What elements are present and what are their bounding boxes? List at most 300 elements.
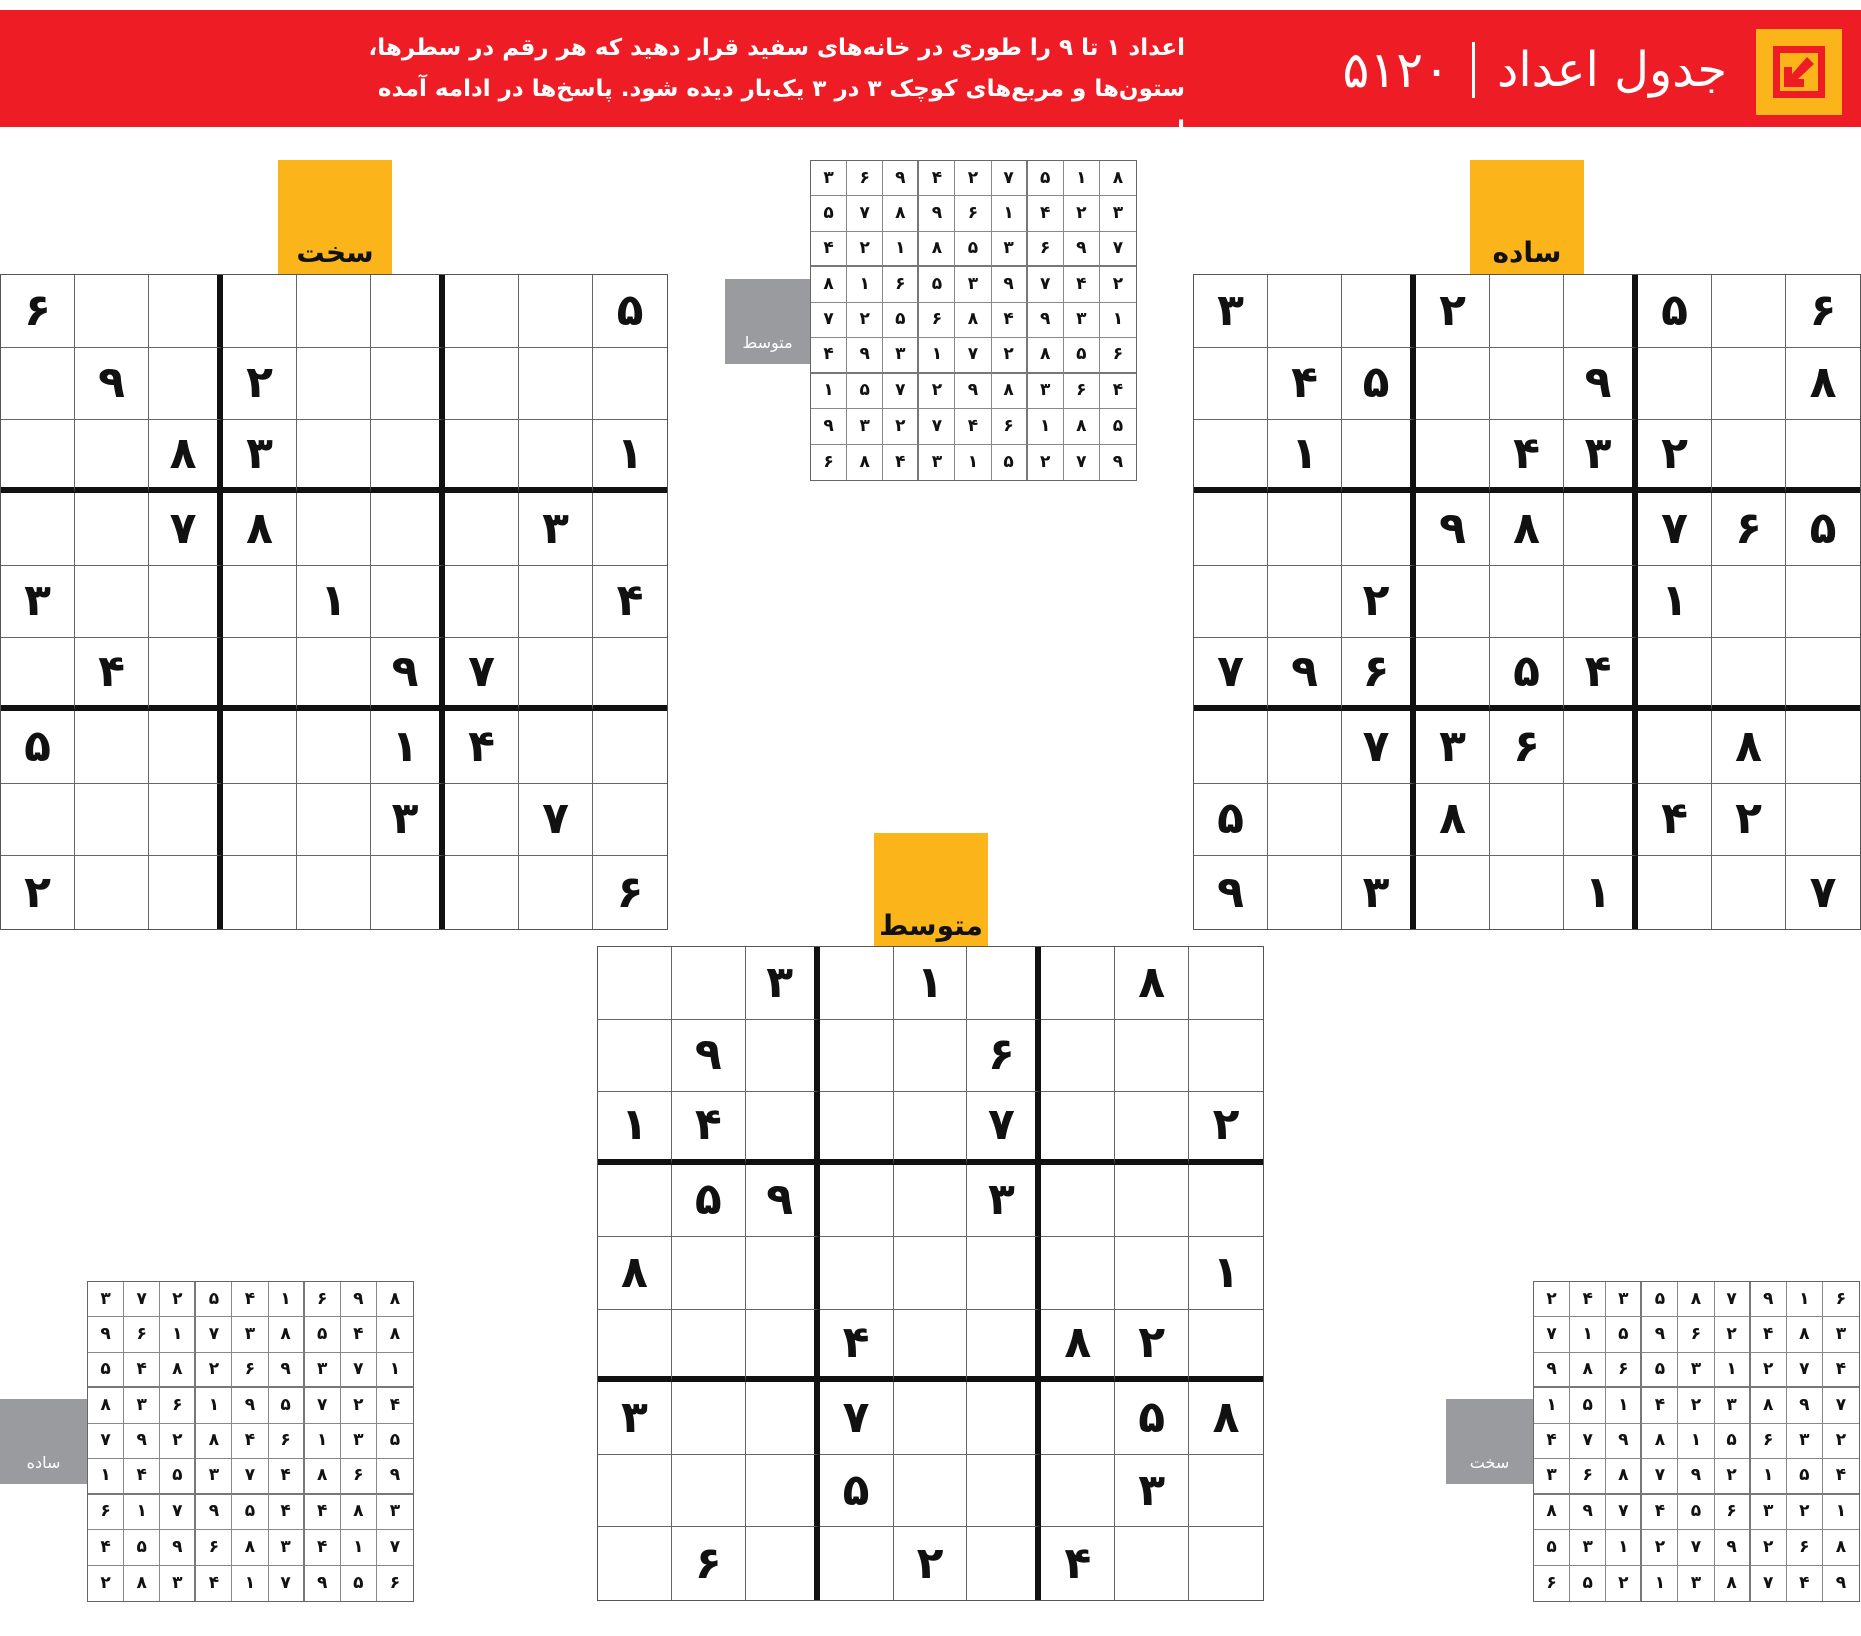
answer-medium-cell: ۶	[847, 161, 883, 196]
hard-puzzle-cell[interactable]	[75, 711, 149, 784]
medium-puzzle-cell[interactable]	[672, 1237, 746, 1310]
hard-puzzle-cell[interactable]: ۲	[1, 856, 75, 929]
medium-puzzle-cell[interactable]: ۷	[820, 1382, 894, 1455]
hard-puzzle-cell[interactable]: ۸	[223, 493, 297, 566]
hard-puzzle-cell[interactable]	[519, 856, 593, 929]
hard-puzzle-cell[interactable]	[149, 856, 223, 929]
easy-puzzle-cell[interactable]	[1194, 566, 1268, 639]
hard-puzzle-cell[interactable]: ۱	[593, 420, 667, 493]
easy-puzzle-cell[interactable]	[1712, 348, 1786, 421]
hard-puzzle-cell[interactable]: ۱	[297, 566, 371, 639]
answer-hard-cell: ۷	[1534, 1317, 1570, 1352]
medium-puzzle-cell[interactable]: ۸	[598, 1237, 672, 1310]
hard-puzzle-cell[interactable]	[297, 784, 371, 857]
hard-puzzle-cell[interactable]	[75, 420, 149, 493]
hard-puzzle-cell[interactable]	[149, 784, 223, 857]
answer-easy-cell: ۹	[269, 1353, 305, 1388]
hard-puzzle-cell[interactable]: ۴	[445, 711, 519, 784]
medium-puzzle-cell[interactable]	[894, 1165, 968, 1238]
medium-puzzle-cell[interactable]	[967, 1455, 1041, 1528]
medium-puzzle-cell[interactable]: ۱	[1189, 1237, 1263, 1310]
hard-puzzle-cell[interactable]: ۶	[1, 275, 75, 348]
hard-puzzle-cell[interactable]	[297, 856, 371, 929]
medium-puzzle-cell[interactable]: ۵	[820, 1455, 894, 1528]
hard-puzzle-cell[interactable]	[223, 711, 297, 784]
easy-puzzle-cell[interactable]: ۸	[1712, 711, 1786, 784]
easy-puzzle-cell[interactable]	[1268, 566, 1342, 639]
hard-puzzle-cell[interactable]	[593, 711, 667, 784]
easy-puzzle-cell[interactable]	[1194, 420, 1268, 493]
medium-puzzle-cell[interactable]	[1115, 1527, 1189, 1600]
medium-puzzle-cell[interactable]	[598, 947, 672, 1020]
easy-puzzle-cell[interactable]	[1490, 275, 1564, 348]
medium-puzzle-cell[interactable]	[598, 1165, 672, 1238]
hard-puzzle-cell[interactable]	[445, 784, 519, 857]
medium-puzzle-cell[interactable]	[1115, 1020, 1189, 1093]
easy-puzzle-cell[interactable]: ۷	[1194, 638, 1268, 711]
hard-puzzle-cell[interactable]: ۷	[149, 493, 223, 566]
easy-puzzle-cell[interactable]	[1268, 856, 1342, 929]
hard-puzzle-cell[interactable]: ۳	[519, 493, 593, 566]
medium-puzzle-cell[interactable]	[1041, 1382, 1115, 1455]
medium-puzzle-cell[interactable]: ۸	[1041, 1310, 1115, 1383]
easy-puzzle-cell[interactable]	[1564, 566, 1638, 639]
answer-hard-cell: ۹	[1606, 1424, 1642, 1459]
hard-puzzle-cell[interactable]	[297, 275, 371, 348]
easy-puzzle-cell[interactable]: ۴	[1638, 784, 1712, 857]
medium-puzzle-cell[interactable]	[1041, 1092, 1115, 1165]
medium-puzzle-cell[interactable]	[746, 1455, 820, 1528]
easy-label: ساده	[1492, 236, 1562, 269]
easy-puzzle-cell[interactable]: ۳	[1564, 420, 1638, 493]
easy-puzzle-cell[interactable]	[1712, 275, 1786, 348]
medium-puzzle-cell[interactable]: ۴	[672, 1092, 746, 1165]
answer-easy-label: ساده	[26, 1453, 61, 1472]
medium-puzzle-cell[interactable]: ۷	[967, 1092, 1041, 1165]
easy-puzzle-cell[interactable]: ۴	[1268, 348, 1342, 421]
easy-puzzle-grid	[1193, 274, 1861, 930]
medium-puzzle-cell[interactable]	[598, 1527, 672, 1600]
easy-puzzle-cell[interactable]: ۱	[1564, 856, 1638, 929]
answer-easy-cell: ۷	[341, 1353, 377, 1388]
medium-puzzle-cell[interactable]: ۵	[672, 1165, 746, 1238]
easy-puzzle-cell[interactable]: ۷	[1809, 866, 1837, 918]
answer-medium-cell: ۲	[1100, 267, 1136, 302]
easy-puzzle-cell[interactable]	[1416, 856, 1490, 929]
easy-puzzle-cell[interactable]	[1786, 566, 1860, 639]
hard-puzzle-cell[interactable]	[445, 493, 519, 566]
easy-puzzle-cell[interactable]: ۸	[1416, 784, 1490, 857]
easy-puzzle-cell[interactable]: ۶	[1490, 711, 1564, 784]
answer-medium-cell: ۴	[992, 303, 1028, 338]
hard-puzzle-cell[interactable]	[1, 784, 75, 857]
easy-puzzle-cell[interactable]: ۹	[1564, 348, 1638, 421]
answer-easy-cell: ۷	[377, 1530, 413, 1565]
answer-easy-cell: ۶	[389, 1572, 401, 1593]
easy-puzzle-cell[interactable]	[1786, 784, 1860, 857]
medium-puzzle-cell[interactable]	[1189, 1527, 1263, 1600]
hard-puzzle-cell[interactable]: ۴	[593, 566, 667, 639]
hard-puzzle-cell[interactable]: ۳	[1, 566, 75, 639]
medium-puzzle-cell[interactable]	[672, 1310, 746, 1383]
easy-puzzle-cell[interactable]	[1490, 784, 1564, 857]
medium-puzzle-cell[interactable]	[894, 1382, 968, 1455]
medium-puzzle-cell[interactable]	[820, 1237, 894, 1310]
medium-puzzle-cell[interactable]	[746, 1092, 820, 1165]
easy-puzzle-cell[interactable]: ۳	[1416, 711, 1490, 784]
medium-puzzle-cell[interactable]: ۴	[1041, 1527, 1115, 1600]
medium-puzzle-cell[interactable]	[1189, 1165, 1263, 1238]
answer-medium-cell: ۹	[811, 409, 847, 444]
answer-medium-cell: ۹	[883, 161, 919, 196]
hard-puzzle-cell[interactable]: ۳	[223, 420, 297, 493]
hard-puzzle-cell[interactable]	[297, 493, 371, 566]
medium-puzzle-cell[interactable]	[967, 947, 1041, 1020]
hard-puzzle-cell[interactable]: ۷	[519, 784, 593, 857]
easy-puzzle-cell[interactable]	[1194, 493, 1268, 566]
easy-puzzle-cell[interactable]: ۳	[1194, 275, 1268, 348]
hard-puzzle-cell[interactable]	[519, 566, 593, 639]
answer-medium-cell: ۵	[811, 196, 847, 231]
easy-puzzle-cell[interactable]: ۴	[1490, 420, 1564, 493]
title-text: جدول اعداد	[1496, 42, 1727, 98]
medium-puzzle-cell[interactable]	[746, 1527, 820, 1600]
answer-medium-cell: ۹	[847, 338, 883, 373]
easy-puzzle-cell[interactable]: ۸	[1490, 493, 1564, 566]
easy-puzzle-cell[interactable]: ۵	[1786, 493, 1860, 566]
easy-puzzle-cell[interactable]	[1490, 856, 1564, 929]
easy-puzzle-cell[interactable]	[1194, 711, 1268, 784]
hard-puzzle-cell[interactable]	[371, 493, 445, 566]
easy-puzzle-cell[interactable]: ۶	[1712, 493, 1786, 566]
medium-puzzle-cell[interactable]	[1189, 947, 1263, 1020]
answer-hard-cell: ۶	[1570, 1459, 1606, 1494]
answer-hard-cell: ۱	[1534, 1388, 1570, 1423]
easy-puzzle-cell[interactable]: ۹	[1194, 856, 1268, 929]
hard-puzzle-cell[interactable]	[371, 348, 445, 421]
hard-puzzle-cell[interactable]: ۴	[75, 638, 149, 711]
answer-easy-cell: ۵	[269, 1388, 305, 1423]
easy-puzzle-cell[interactable]	[1490, 566, 1564, 639]
easy-puzzle-cell[interactable]	[1342, 493, 1416, 566]
hard-puzzle-cell[interactable]	[519, 275, 593, 348]
easy-puzzle-cell[interactable]	[1712, 856, 1786, 929]
medium-puzzle-cell[interactable]	[672, 947, 746, 1020]
answer-easy-cell: ۴	[269, 1495, 305, 1530]
hard-puzzle-cell[interactable]	[75, 856, 149, 929]
hard-puzzle-cell[interactable]: ۸	[149, 420, 223, 493]
medium-puzzle-cell[interactable]: ۹	[672, 1020, 746, 1093]
easy-puzzle-cell[interactable]	[1712, 420, 1786, 493]
hard-puzzle-cell[interactable]: ۶	[616, 866, 644, 918]
easy-puzzle-cell[interactable]	[1268, 493, 1342, 566]
easy-puzzle-cell[interactable]: ۶	[1786, 275, 1860, 348]
easy-puzzle-cell[interactable]: ۹	[1268, 638, 1342, 711]
medium-puzzle-cell[interactable]	[672, 1382, 746, 1455]
hard-puzzle-cell[interactable]	[297, 420, 371, 493]
medium-puzzle-cell[interactable]: ۱	[598, 1092, 672, 1165]
medium-puzzle-cell[interactable]	[894, 1237, 968, 1310]
answer-hard-cell: ۶	[1606, 1353, 1642, 1388]
medium-puzzle-cell[interactable]	[1041, 1237, 1115, 1310]
medium-puzzle-cell[interactable]	[820, 947, 894, 1020]
easy-puzzle-cell[interactable]	[1564, 711, 1638, 784]
hard-puzzle-cell[interactable]	[519, 711, 593, 784]
hard-puzzle-cell[interactable]	[445, 856, 519, 929]
medium-puzzle-cell[interactable]	[746, 1237, 820, 1310]
medium-puzzle-cell[interactable]	[820, 1092, 894, 1165]
hard-puzzle-cell[interactable]	[593, 493, 667, 566]
hard-puzzle-cell[interactable]	[519, 638, 593, 711]
medium-puzzle-cell[interactable]	[967, 1527, 1041, 1600]
easy-puzzle-cell[interactable]: ۸	[1786, 348, 1860, 421]
medium-puzzle-cell[interactable]: ۳	[746, 947, 820, 1020]
medium-puzzle-cell[interactable]	[1115, 1165, 1189, 1238]
medium-puzzle-cell[interactable]: ۸	[1115, 947, 1189, 1020]
medium-puzzle-cell[interactable]: ۲	[894, 1527, 968, 1600]
hard-puzzle-cell[interactable]	[445, 348, 519, 421]
answer-hard-cell: ۳	[1534, 1459, 1570, 1494]
easy-puzzle-cell[interactable]	[1712, 638, 1786, 711]
hard-puzzle-cell[interactable]	[1, 420, 75, 493]
hard-puzzle-cell[interactable]	[223, 784, 297, 857]
hard-puzzle-cell[interactable]	[371, 856, 445, 929]
hard-puzzle-cell[interactable]	[445, 420, 519, 493]
medium-puzzle-cell[interactable]: ۵	[1115, 1382, 1189, 1455]
easy-puzzle-cell[interactable]	[1416, 566, 1490, 639]
answer-hard-cell: ۸	[1606, 1459, 1642, 1494]
easy-puzzle-cell[interactable]	[1786, 420, 1860, 493]
medium-puzzle-cell[interactable]	[894, 1455, 968, 1528]
medium-puzzle-cell[interactable]: ۸	[1189, 1382, 1263, 1455]
answer-medium-cell: ۴	[919, 161, 955, 196]
hard-puzzle-cell[interactable]	[149, 711, 223, 784]
answer-easy-cell: ۲	[88, 1566, 124, 1601]
medium-puzzle-cell[interactable]: ۹	[746, 1165, 820, 1238]
medium-puzzle-cell[interactable]	[894, 1020, 968, 1093]
answer-medium-cell: ۹	[919, 196, 955, 231]
medium-puzzle-cell[interactable]	[1041, 1165, 1115, 1238]
hard-puzzle-cell[interactable]: ۷	[445, 638, 519, 711]
medium-puzzle-cell[interactable]	[1115, 1092, 1189, 1165]
answer-easy-cell: ۱	[232, 1566, 268, 1601]
medium-puzzle-cell[interactable]: ۲	[1115, 1310, 1189, 1383]
medium-puzzle-cell[interactable]: ۳	[1115, 1455, 1189, 1528]
medium-puzzle-cell[interactable]: ۴	[820, 1310, 894, 1383]
easy-puzzle-cell[interactable]: ۲	[1638, 420, 1712, 493]
answer-easy-cell: ۸	[377, 1317, 413, 1352]
medium-label: متوسط	[879, 909, 983, 942]
answer-medium-cell: ۸	[919, 232, 955, 267]
answer-medium-cell: ۱	[883, 232, 919, 267]
hard-puzzle-cell[interactable]	[1, 638, 75, 711]
hard-puzzle-cell[interactable]	[371, 566, 445, 639]
easy-puzzle-cell[interactable]: ۱	[1638, 566, 1712, 639]
answer-medium-cell: ۲	[1064, 196, 1100, 231]
easy-puzzle-cell[interactable]: ۷	[1638, 493, 1712, 566]
medium-puzzle-cell[interactable]: ۶	[967, 1020, 1041, 1093]
hard-puzzle-cell[interactable]	[297, 711, 371, 784]
answer-easy-cell: ۶	[341, 1459, 377, 1494]
hard-puzzle-cell[interactable]: ۹	[371, 638, 445, 711]
hard-puzzle-cell[interactable]	[371, 275, 445, 348]
medium-puzzle-cell[interactable]	[967, 1310, 1041, 1383]
easy-puzzle-cell[interactable]: ۵	[1194, 784, 1268, 857]
hard-puzzle-cell[interactable]	[75, 566, 149, 639]
easy-puzzle-cell[interactable]	[1194, 348, 1268, 421]
answer-medium-grid	[810, 160, 1137, 481]
answer-hard-cell: ۳	[1823, 1317, 1859, 1352]
hard-puzzle-cell[interactable]: ۵	[593, 275, 667, 348]
easy-puzzle-cell[interactable]	[1416, 348, 1490, 421]
answer-hard-cell: ۸	[1642, 1424, 1678, 1459]
easy-puzzle-cell[interactable]: ۲	[1712, 784, 1786, 857]
hard-puzzle-cell[interactable]	[1, 348, 75, 421]
medium-puzzle-cell[interactable]	[1041, 1455, 1115, 1528]
hard-puzzle-cell[interactable]	[297, 638, 371, 711]
easy-puzzle-cell[interactable]	[1564, 784, 1638, 857]
easy-puzzle-cell[interactable]	[1786, 638, 1860, 711]
hard-puzzle-cell[interactable]	[593, 638, 667, 711]
answer-medium-cell: ۱	[847, 267, 883, 302]
easy-puzzle-cell[interactable]	[1564, 275, 1638, 348]
medium-puzzle-cell[interactable]: ۶	[672, 1527, 746, 1600]
answer-easy-cell: ۶	[269, 1424, 305, 1459]
hard-puzzle-cell[interactable]	[519, 420, 593, 493]
hard-puzzle-cell[interactable]	[519, 348, 593, 421]
answer-hard-cell: ۷	[1787, 1353, 1823, 1388]
hard-puzzle-cell[interactable]	[75, 784, 149, 857]
easy-puzzle-cell[interactable]: ۱	[1268, 420, 1342, 493]
easy-puzzle-cell[interactable]: ۹	[1416, 493, 1490, 566]
medium-puzzle-cell[interactable]	[598, 1455, 672, 1528]
easy-puzzle-cell[interactable]	[1342, 784, 1416, 857]
medium-puzzle-cell[interactable]	[820, 1527, 894, 1600]
medium-puzzle-cell[interactable]	[1189, 1310, 1263, 1383]
easy-puzzle-cell[interactable]: ۵	[1490, 638, 1564, 711]
hard-puzzle-cell[interactable]	[149, 638, 223, 711]
easy-puzzle-cell[interactable]: ۶	[1342, 638, 1416, 711]
hard-puzzle-cell[interactable]	[75, 493, 149, 566]
easy-puzzle-cell[interactable]	[1638, 711, 1712, 784]
easy-puzzle-cell[interactable]	[1268, 275, 1342, 348]
hard-puzzle-cell[interactable]	[149, 566, 223, 639]
hard-puzzle-cell[interactable]	[297, 348, 371, 421]
medium-puzzle-cell[interactable]	[1041, 1020, 1115, 1093]
medium-puzzle-cell[interactable]: ۱	[894, 947, 968, 1020]
answer-medium-cell: ۸	[1028, 338, 1064, 373]
easy-puzzle-cell[interactable]: ۲	[1416, 275, 1490, 348]
medium-puzzle-cell[interactable]	[894, 1310, 968, 1383]
medium-puzzle-cell[interactable]	[1189, 1455, 1263, 1528]
medium-puzzle-cell[interactable]	[746, 1310, 820, 1383]
hard-puzzle-cell[interactable]: ۹	[75, 348, 149, 421]
easy-puzzle-cell[interactable]	[1342, 275, 1416, 348]
hard-puzzle-cell[interactable]: ۲	[223, 348, 297, 421]
answer-hard-cell: ۷	[1606, 1495, 1642, 1530]
medium-puzzle-cell[interactable]	[1041, 947, 1115, 1020]
answer-hard-cell: ۳	[1570, 1530, 1606, 1565]
hard-puzzle-cell[interactable]	[223, 638, 297, 711]
answer-hard-cell: ۵	[1642, 1282, 1678, 1317]
answer-medium-cell: ۶	[955, 196, 991, 231]
easy-puzzle-cell[interactable]	[1490, 348, 1564, 421]
medium-puzzle-cell[interactable]	[1189, 1020, 1263, 1093]
answer-easy-cell: ۲	[160, 1424, 196, 1459]
easy-puzzle-cell[interactable]: ۲	[1342, 566, 1416, 639]
easy-puzzle-cell[interactable]	[1416, 638, 1490, 711]
hard-puzzle-cell[interactable]	[445, 275, 519, 348]
medium-puzzle-cell[interactable]	[746, 1020, 820, 1093]
easy-puzzle-cell[interactable]: ۳	[1342, 856, 1416, 929]
easy-puzzle-cell[interactable]: ۵	[1638, 275, 1712, 348]
medium-puzzle-cell[interactable]	[746, 1382, 820, 1455]
hard-puzzle-cell[interactable]	[223, 856, 297, 929]
answer-easy-cell: ۴	[269, 1459, 305, 1494]
hard-puzzle-cell[interactable]	[149, 275, 223, 348]
medium-puzzle-cell[interactable]	[598, 1310, 672, 1383]
hard-puzzle-cell[interactable]	[593, 348, 667, 421]
easy-puzzle-cell[interactable]: ۴	[1564, 638, 1638, 711]
answer-medium-cell: ۲	[919, 374, 955, 409]
easy-puzzle-cell[interactable]	[1712, 566, 1786, 639]
hard-puzzle-cell[interactable]	[223, 275, 297, 348]
easy-puzzle-cell[interactable]	[1268, 711, 1342, 784]
answer-medium-cell: ۸	[1064, 409, 1100, 444]
medium-puzzle-cell[interactable]	[967, 1237, 1041, 1310]
easy-puzzle-cell[interactable]	[1416, 420, 1490, 493]
medium-puzzle-cell[interactable]	[967, 1382, 1041, 1455]
easy-puzzle-cell[interactable]	[1342, 420, 1416, 493]
medium-puzzle-cell[interactable]	[894, 1092, 968, 1165]
medium-puzzle-cell[interactable]: ۲	[1189, 1092, 1263, 1165]
medium-puzzle-cell[interactable]	[820, 1165, 894, 1238]
answer-medium-cell: ۵	[992, 445, 1028, 480]
answer-easy-cell: ۳	[160, 1566, 196, 1601]
easy-puzzle-cell[interactable]	[1564, 493, 1638, 566]
hard-puzzle-cell[interactable]	[1, 493, 75, 566]
medium-puzzle-cell[interactable]	[1115, 1237, 1189, 1310]
hard-puzzle-cell[interactable]: ۱	[371, 711, 445, 784]
hard-puzzle-cell[interactable]	[149, 348, 223, 421]
easy-puzzle-cell[interactable]	[1638, 348, 1712, 421]
easy-puzzle-cell[interactable]	[1786, 711, 1860, 784]
hard-puzzle-cell[interactable]	[445, 566, 519, 639]
answer-easy-cell: ۳	[232, 1317, 268, 1352]
hard-puzzle-cell[interactable]: ۵	[1, 711, 75, 784]
easy-puzzle-cell[interactable]	[1638, 856, 1712, 929]
answer-easy-cell: ۸	[124, 1566, 160, 1601]
medium-puzzle-cell[interactable]	[672, 1455, 746, 1528]
hard-puzzle-cell[interactable]	[75, 275, 149, 348]
answer-medium-cell: ۳	[847, 409, 883, 444]
hard-puzzle-cell[interactable]: ۳	[371, 784, 445, 857]
hard-puzzle-cell[interactable]	[371, 420, 445, 493]
answer-medium-cell: ۱	[1100, 303, 1136, 338]
easy-puzzle-cell[interactable]: ۷	[1342, 711, 1416, 784]
answer-hard-cell: ۶	[1823, 1282, 1859, 1317]
medium-puzzle-cell[interactable]: ۳	[598, 1382, 672, 1455]
medium-puzzle-cell[interactable]	[598, 1020, 672, 1093]
medium-puzzle-cell[interactable]	[820, 1020, 894, 1093]
easy-puzzle-cell[interactable]	[1268, 784, 1342, 857]
medium-puzzle-cell[interactable]: ۳	[967, 1165, 1041, 1238]
easy-puzzle-cell[interactable]: ۵	[1342, 348, 1416, 421]
hard-puzzle-cell[interactable]	[593, 784, 667, 857]
easy-puzzle-cell[interactable]	[1638, 638, 1712, 711]
answer-hard-cell: ۱	[1678, 1424, 1714, 1459]
hard-puzzle-cell[interactable]	[223, 566, 297, 639]
